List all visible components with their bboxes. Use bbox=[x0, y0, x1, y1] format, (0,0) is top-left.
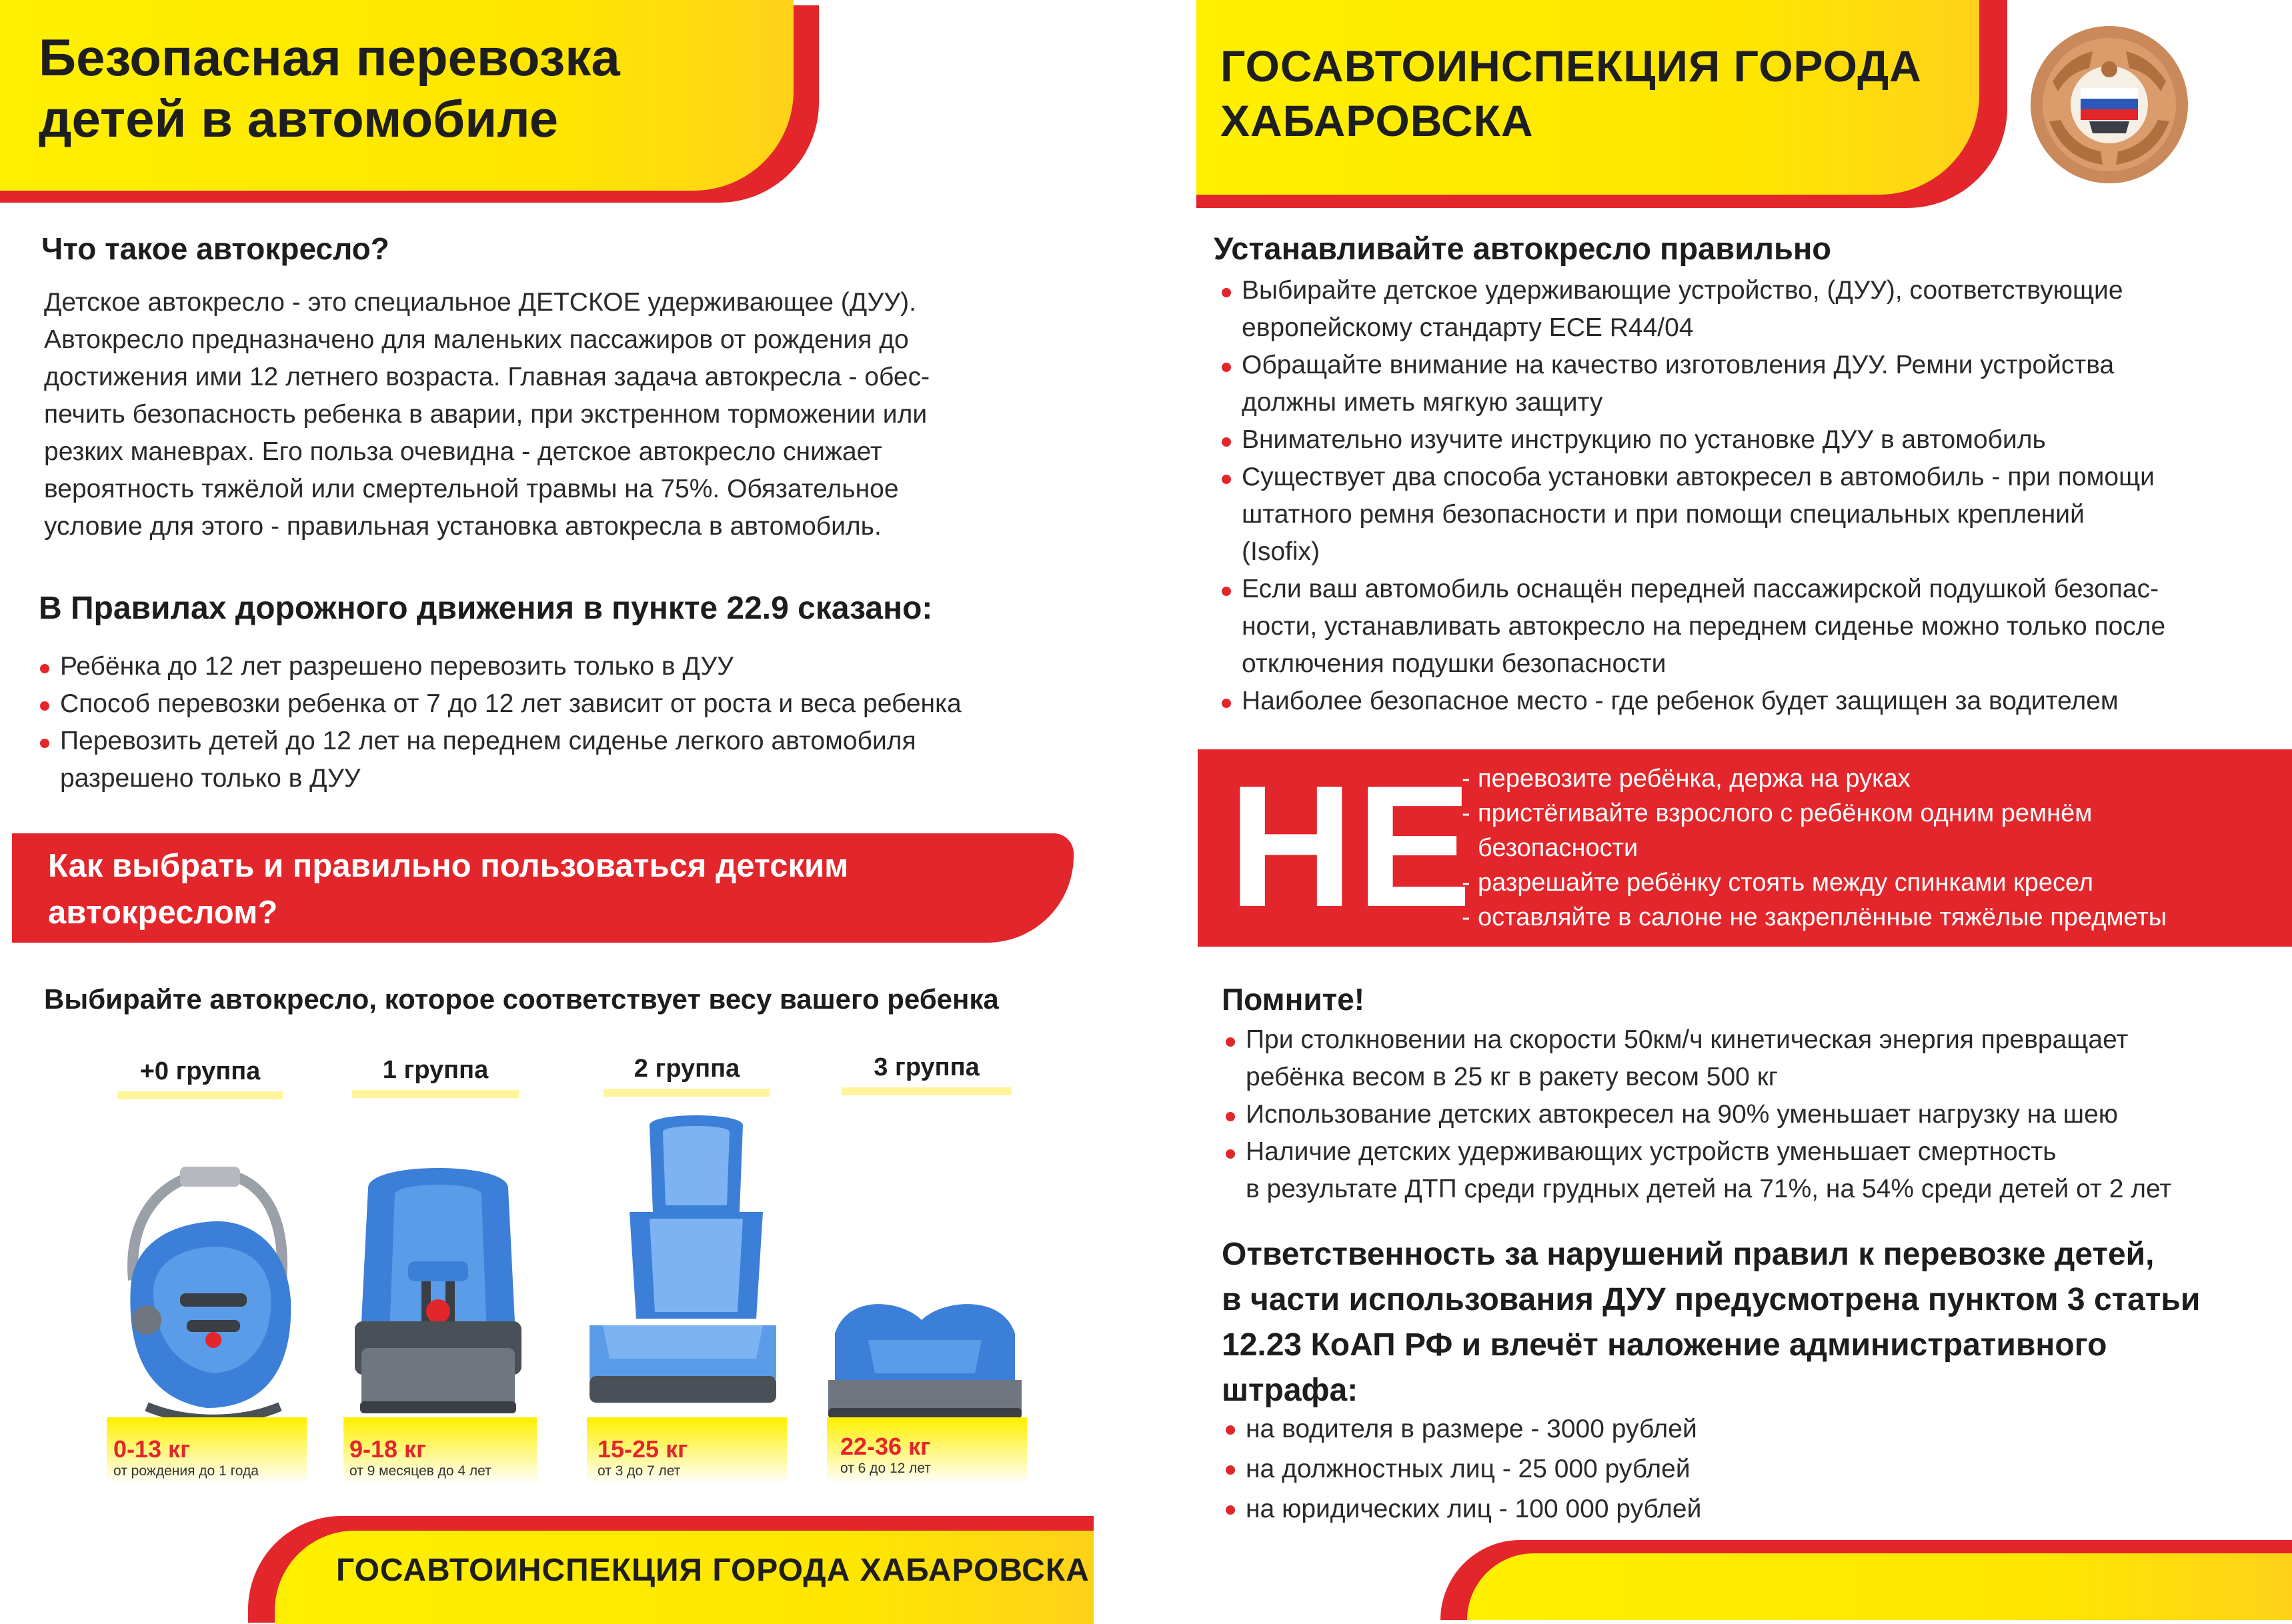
item-line: Использование детских автокресел на 90% уменьшает нагрузку на шею bbox=[1246, 1100, 2119, 1129]
group-age: от 6 до 12 лет bbox=[840, 1461, 931, 1476]
group-weight: 22-36 кг bbox=[840, 1433, 931, 1460]
paragraph-line: резких маневрах. Его польза очевидна - детское автокресло снижает bbox=[44, 437, 882, 466]
remember-item bbox=[1224, 1021, 2278, 1096]
remember-item bbox=[1224, 1096, 2278, 1133]
title-line-2: ХАБАРОВСКА bbox=[1220, 96, 1534, 145]
paragraph-line: условие для этого - правильная установка автокресла в автомобиль. bbox=[44, 512, 882, 541]
install-item bbox=[1220, 459, 2274, 571]
item-line: Наличие детских удерживающих устройств уменьшает смертность bbox=[1246, 1137, 2057, 1166]
group-weight: 0-13 кг bbox=[113, 1435, 191, 1463]
item-line: ности, устанавливать автокресло на переднем сиденье можно только после bbox=[1242, 612, 2166, 641]
ne-item bbox=[1462, 761, 2282, 796]
right-footer-banner bbox=[1467, 1553, 2292, 1620]
title-line-1: ГОСАВТОИНСПЕКЦИЯ ГОРОДА bbox=[1220, 41, 1922, 91]
item-line: Если ваш автомобиль оснащён передней пассажирской подушкой безопас- bbox=[1242, 575, 2159, 603]
group-weight: 9-18 кг bbox=[349, 1435, 427, 1463]
fine-item: на должностных лиц - 25 000 рублей bbox=[1224, 1449, 2025, 1489]
group-age: от рождения до 1 года bbox=[113, 1463, 259, 1479]
choose-subheading: Выбирайте автокресло, которое соответствует весу вашего ребенка bbox=[44, 983, 999, 1015]
title-line-1: Безопасная перевозка bbox=[39, 28, 620, 87]
remember-heading: Помните! bbox=[1222, 982, 1365, 1017]
group-2 bbox=[604, 1055, 770, 1097]
item-line: ребёнка весом в 25 кг в ракету весом 500 кг bbox=[1246, 1063, 1778, 1091]
paragraph-line: достижения ими 12 летнего возраста. Главная задача автокресла - обес- bbox=[44, 363, 930, 391]
group-label: 1 группа bbox=[382, 1056, 489, 1084]
install-list bbox=[1220, 272, 2274, 720]
booster-cushion-icon bbox=[822, 1280, 1028, 1427]
group-age: от 3 до 7 лет bbox=[598, 1463, 681, 1479]
ne-item-line: - оставляйте в салоне не закреплённые тяжёлые предметы bbox=[1478, 903, 2167, 931]
choose-section-heading bbox=[48, 843, 848, 936]
install-item bbox=[1220, 571, 2274, 683]
remember-list bbox=[1224, 1021, 2278, 1208]
fine-item: на юридических лиц - 100 000 рублей bbox=[1224, 1489, 2025, 1529]
liability-heading-line: 12.23 КоАП РФ и влечёт наложение административного bbox=[1222, 1327, 2107, 1363]
ne-item bbox=[1462, 796, 2282, 865]
group-label: +0 группа bbox=[139, 1057, 261, 1085]
choose-heading-line: автокреслом? bbox=[48, 895, 278, 931]
paragraph-line: печить безопасность ребенка в аварии, при экстренном торможении или bbox=[44, 400, 928, 429]
infant-carrier-icon bbox=[107, 1147, 307, 1427]
install-item bbox=[1220, 421, 2274, 459]
rules-item: Ребёнка до 12 лет разрешено перевозить только в ДУУ bbox=[39, 648, 1092, 685]
item-line: отключения подушки безопасности bbox=[1242, 649, 1666, 678]
item-line: При столкновении на скорости 50км/ч кинетическая энергия превращает bbox=[1246, 1025, 2129, 1054]
right-page-title bbox=[1220, 39, 2034, 148]
item-line: в результате ДТП среди грудных детей на 71%, на 54% среди детей от 2 лет bbox=[1246, 1175, 2172, 1203]
ne-item bbox=[1462, 865, 2282, 900]
ne-item-line: - перевозите ребёнка, держа на руках bbox=[1478, 765, 1911, 793]
item-line: европейскому стандарту ECE R44/04 bbox=[1242, 313, 1694, 342]
item-line: Обращайте внимание на качество изготовления ДУУ. Ремни устройства bbox=[1242, 351, 2115, 379]
group-underline bbox=[604, 1089, 770, 1097]
group-1 bbox=[352, 1056, 519, 1098]
group-3 bbox=[842, 1053, 1012, 1095]
paragraph-line: вероятность тяжёлой или смертельной травмы на 75%. Обязательное bbox=[44, 475, 899, 503]
title-line-2: детей в автомобиле bbox=[39, 89, 559, 148]
rules-item: Способ перевозки ребенка от 7 до 12 лет зависит от роста и веса ребенка bbox=[39, 685, 1092, 723]
liability-heading-line: в части использования ДУУ предусмотрена пунктом 3 статьи bbox=[1222, 1282, 2201, 1317]
group-label: 2 группа bbox=[634, 1055, 740, 1083]
what-is-heading: Что такое автокресло? bbox=[41, 231, 389, 266]
police-emblem-icon bbox=[2026, 21, 2193, 188]
fine-item: на водителя в размере - 3000 рублей bbox=[1224, 1409, 2025, 1449]
liability-heading-line: Ответственность за нарушений правил к перевозке детей, bbox=[1222, 1237, 2155, 1272]
liability-heading-line: штрафа: bbox=[1222, 1373, 1358, 1408]
item-line: Существует два способа установки автокресел в автомобиль - при помощи bbox=[1242, 463, 2155, 491]
group-underline bbox=[352, 1090, 519, 1098]
paragraph-line: Детское автокресло - это специальное ДЕТСКОЕ удерживающее (ДУУ). bbox=[44, 288, 916, 317]
what-is-paragraph bbox=[44, 284, 1084, 545]
left-page-title bbox=[39, 27, 759, 149]
group-underline bbox=[117, 1091, 283, 1099]
group-plus0 bbox=[117, 1057, 283, 1099]
group-weight: 15-25 кг bbox=[598, 1435, 688, 1463]
group-label: 3 группа bbox=[874, 1053, 980, 1081]
ne-item-line: - пристёгивайте взрослого с ребёнком одним ремнём bbox=[1478, 799, 2093, 827]
install-item bbox=[1220, 272, 2274, 347]
booster-seat-icon bbox=[576, 1112, 790, 1425]
child-seat-icon bbox=[341, 1148, 535, 1428]
install-heading: Устанавливайте автокресло правильно bbox=[1214, 231, 1831, 266]
rules-heading: В Правилах дорожного движения в пункте 22.9 сказано: bbox=[39, 591, 933, 626]
ne-item-line: - разрешайте ребёнку стоять между спинками кресел bbox=[1478, 869, 2094, 897]
item-line: Выбирайте детское удерживающие устройство, (ДУУ), соответствующие bbox=[1242, 276, 2123, 305]
paragraph-line: Автокресло предназначено для маленьких пассажиров от рождения до bbox=[44, 325, 909, 354]
rules-list bbox=[39, 648, 1092, 797]
group-age: от 9 месяцев до 4 лет bbox=[349, 1463, 491, 1479]
remember-item bbox=[1224, 1133, 2278, 1208]
group-underline bbox=[842, 1087, 1012, 1095]
item-line: Внимательно изучите инструкцию по установке ДУУ в автомобиль bbox=[1242, 425, 2046, 454]
left-footer-text: ГОСАВТОИНСПЕКЦИЯ ГОРОДА ХАБАРОВСКА bbox=[336, 1553, 1090, 1588]
rules-item: Перевозить детей до 12 лет на переднем сиденье легкого автомобиля разрешено только в ДУУ bbox=[39, 723, 1040, 797]
choose-heading-line: Как выбрать и правильно пользоваться детским bbox=[48, 848, 849, 884]
item-line: (Isofix) bbox=[1242, 537, 1320, 566]
install-item bbox=[1220, 683, 2274, 720]
liability-heading bbox=[1222, 1232, 2200, 1413]
ne-item-line: безопасности bbox=[1478, 834, 1638, 862]
liability-list bbox=[1224, 1409, 2025, 1529]
ne-list bbox=[1462, 761, 2282, 935]
ne-big-text: НЕ bbox=[1228, 750, 1475, 943]
ne-item bbox=[1462, 900, 2282, 935]
install-item bbox=[1220, 347, 2274, 421]
item-line: Наиболее безопасное место - где ребенок будет защищен за водителем bbox=[1242, 687, 2119, 715]
item-line: штатного ремня безопасности и при помощи специальных креплений bbox=[1242, 500, 2085, 529]
item-line: должны иметь мягкую защиту bbox=[1242, 388, 1603, 417]
